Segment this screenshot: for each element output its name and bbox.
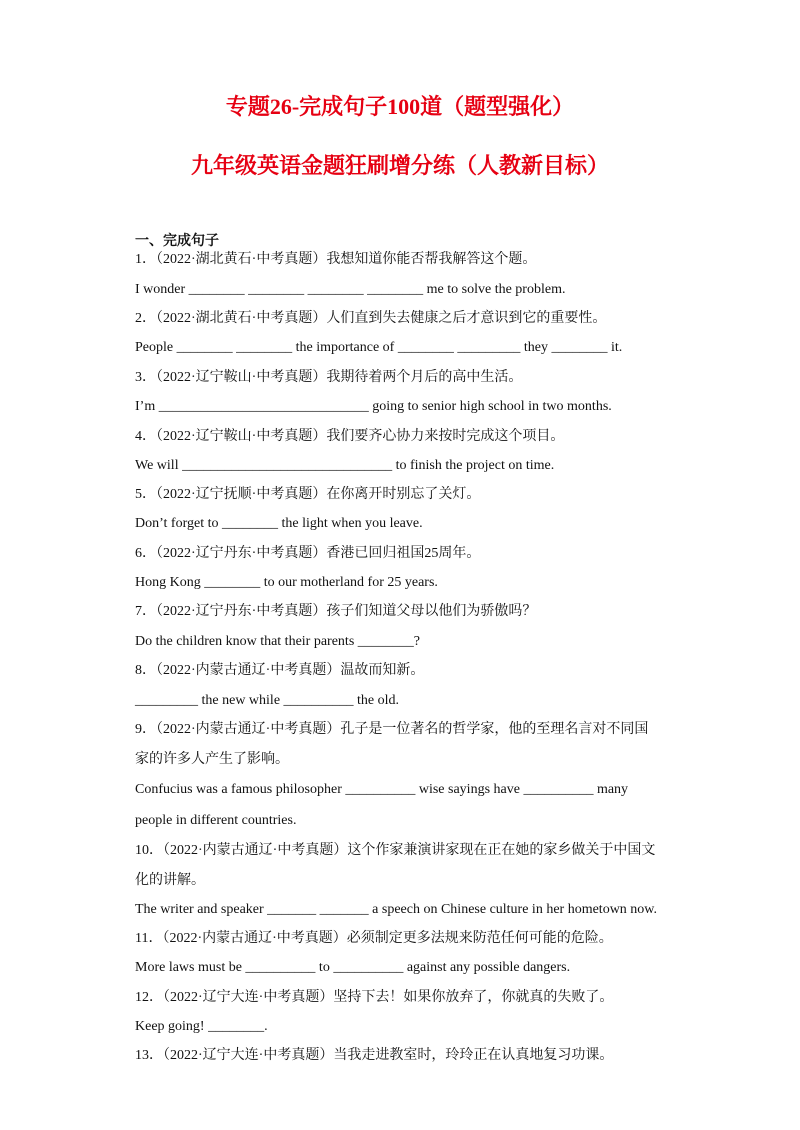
question-1-answer: I wonder ________ ________ ________ ________ me to solve the problem. <box>135 282 566 297</box>
question-2-answer: People ________ ________ the importance of ________ _________ they ________ it. <box>135 340 623 355</box>
question-1-prompt: 1．（2022·湖北黄石·中考真题）我想知道你能否帮我解答这个题。 <box>135 252 537 267</box>
question-9-prompt-cont: 家的许多人产生了影响。 <box>135 752 289 767</box>
question-11-answer: More laws must be __________ to __________ against any possible dangers. <box>135 960 571 975</box>
title-line-1: 专题26-完成句子100道（题型强化） <box>225 94 575 119</box>
question-10-answer: The writer and speaker _______ _______ a speech on Chinese culture in her hometown now. <box>135 902 658 917</box>
question-7-answer: Do the children know that their parents ________? <box>135 634 420 649</box>
question-10-prompt: 10．（2022·内蒙古通辽·中考真题）这个作家兼演讲家现在正在她的家乡做关于中国文 <box>135 843 656 858</box>
question-6-prompt: 6．（2022·辽宁丹东·中考真题）香港已回归祖国25周年。 <box>135 546 481 561</box>
question-9-answer-cont: people in different countries. <box>135 813 297 828</box>
question-10-prompt-cont: 化的讲解。 <box>135 873 205 888</box>
question-7-prompt: 7．（2022·辽宁丹东·中考真题）孩子们知道父母以他们为骄傲吗？ <box>135 604 537 619</box>
question-5-prompt: 5．（2022·辽宁抚顺·中考真题）在你离开时别忘了关灯。 <box>135 487 481 502</box>
question-3-answer: I’m ______________________________ going to senior high school in two months. <box>135 399 612 414</box>
question-2-prompt: 2．（2022·湖北黄石·中考真题）人们直到失去健康之后才意识到它的重要性。 <box>135 311 607 326</box>
section-heading: 一、完成句子 <box>135 234 219 249</box>
question-12-answer: Keep going! ________. <box>135 1019 268 1034</box>
title-line-2: 九年级英语金题狂刷增分练（人教新目标） <box>190 153 609 178</box>
question-12-prompt: 12．（2022·辽宁大连·中考真题）坚持下去！如果你放弃了，你就真的失败了。 <box>135 990 614 1005</box>
question-4-answer: We will ______________________________ to finish the project on time. <box>135 458 555 473</box>
question-8-prompt: 8．（2022·内蒙古通辽·中考真题）温故而知新。 <box>135 663 425 678</box>
question-13-prompt: 13．（2022·辽宁大连·中考真题）当我走进教室时，玲玲正在认真地复习功课。 <box>135 1048 614 1063</box>
question-4-prompt: 4．（2022·辽宁鞍山·中考真题）我们要齐心协力来按时完成这个项目。 <box>135 429 565 444</box>
question-11-prompt: 11．（2022·内蒙古通辽·中考真题）必须制定更多法规来防范任何可能的危险。 <box>135 931 613 946</box>
question-8-answer: _________ the new while __________ the old. <box>135 693 400 708</box>
question-6-answer: Hong Kong ________ to our motherland for 25 years. <box>135 575 438 590</box>
question-5-answer: Don’t forget to ________ the light when you leave. <box>135 516 423 531</box>
question-9-answer: Confucius was a famous philosopher __________ wise sayings have __________ many <box>135 782 629 797</box>
question-9-prompt: 9．（2022·内蒙古通辽·中考真题）孔子是一位著名的哲学家，他的至理名言对不同国 <box>135 722 649 737</box>
question-3-prompt: 3．（2022·辽宁鞍山·中考真题）我期待着两个月后的高中生活。 <box>135 370 523 385</box>
